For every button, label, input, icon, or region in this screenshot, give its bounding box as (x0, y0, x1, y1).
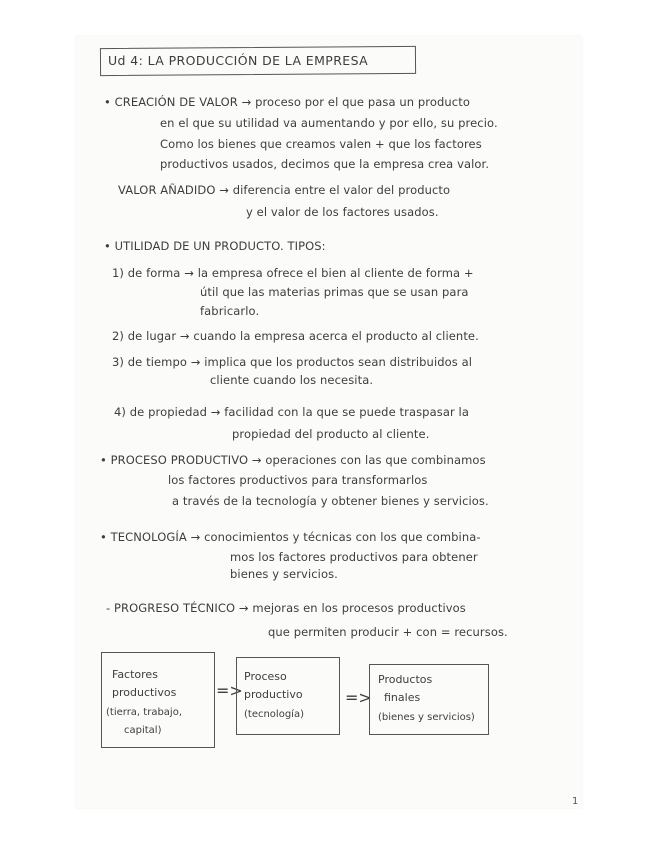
factores-label-2: productivos (112, 686, 177, 699)
proceso-label-2: productivo (244, 688, 303, 701)
productos-label-2: finales (384, 691, 421, 704)
utilidad-tiempo-line-2: cliente cuando los necesita. (210, 373, 374, 387)
creacion-valor-line-3: Como los bienes que creamos valen + que los factores (160, 137, 482, 151)
diagram-arrow-1: => (216, 681, 243, 700)
page-title: Ud 4: LA PRODUCCIÓN DE LA EMPRESA (108, 53, 369, 68)
productos-label-3: (bienes y servicios) (378, 712, 475, 723)
tecnologia-line-2: mos los factores productivos para obtener (230, 550, 478, 564)
proceso-productivo-line-3: a través de la tecnología y obtener bienes y servicios. (172, 494, 489, 508)
utilidad-propiedad-line-1: 4) de propiedad → facilidad con la que se puede traspasar la (114, 405, 469, 419)
factores-label-3: (tierra, trabajo, (106, 707, 182, 718)
creacion-valor-line-1: • CREACIÓN DE VALOR → proceso por el que pasa un producto (104, 95, 470, 109)
proceso-productivo-line-2: los factores productivos para transformarlos (168, 473, 428, 487)
utilidad-forma-line-1: 1) de forma → la empresa ofrece el bien al cliente de forma + (112, 266, 474, 280)
productos-label-1: Productos (378, 673, 433, 686)
proceso-label-1: Proceso (244, 670, 287, 683)
utilidad-tiempo-line-1: 3) de tiempo → implica que los productos sean distribuidos al (112, 355, 473, 369)
diagram-arrow-2: => (345, 688, 372, 707)
creacion-valor-line-4: productivos usados, decimos que la empresa crea valor. (160, 157, 490, 171)
proceso-productivo-line-1: • PROCESO PRODUCTIVO → operaciones con las que combinamos (100, 453, 486, 467)
proceso-label-3: (tecnología) (244, 709, 304, 720)
progreso-tecnico-line-1: - PROGRESO TÉCNICO → mejoras en los procesos productivos (106, 601, 466, 615)
utilidad-propiedad-line-2: propiedad del producto al cliente. (232, 427, 430, 441)
progreso-tecnico-line-2: que permiten producir + con = recursos. (268, 625, 508, 639)
utilidad-forma-line-3: fabricarlo. (200, 304, 260, 318)
utilidad-lugar-line: 2) de lugar → cuando la empresa acerca el producto al cliente. (112, 329, 479, 343)
tecnologia-line-3: bienes y servicios. (230, 567, 338, 581)
tecnologia-line-1: • TECNOLOGÍA → conocimientos y técnicas con los que combina- (100, 530, 481, 544)
creacion-valor-line-2: en el que su utilidad va aumentando y por ello, su precio. (160, 116, 498, 130)
valor-anadido-line-1: VALOR AÑADIDO → diferencia entre el valor del producto (118, 183, 451, 197)
utilidad-heading: • UTILIDAD DE UN PRODUCTO. TIPOS: (104, 239, 326, 253)
factores-label-4: capital) (124, 725, 162, 736)
valor-anadido-line-2: y el valor de los factores usados. (246, 205, 439, 219)
page-number: 1 (572, 796, 579, 807)
factores-label-1: Factores (112, 668, 158, 681)
utilidad-forma-line-2: útil que las materias primas que se usan para (200, 285, 469, 299)
